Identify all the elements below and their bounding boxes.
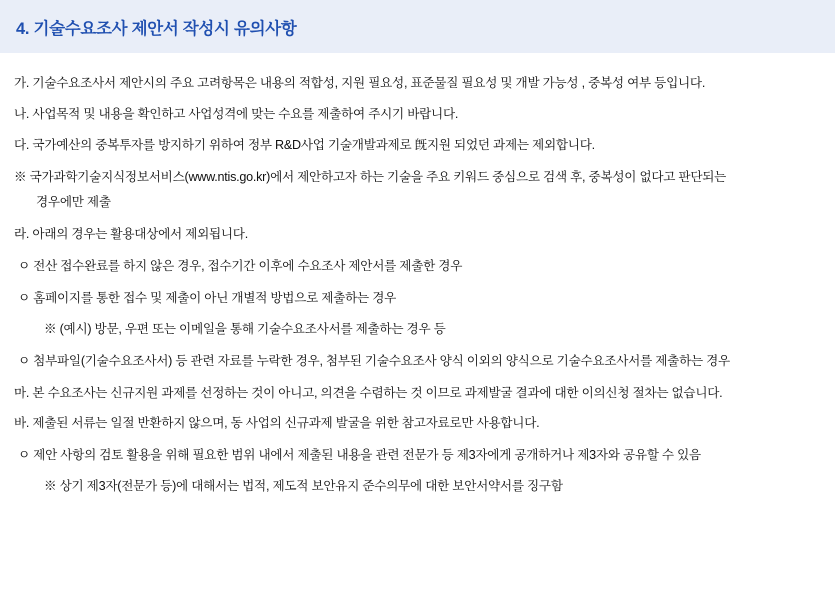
page-title: 4. 기술수요조사 제안서 작성시 유의사항 [16,19,297,38]
list-item-exclusion-2: ㅇ 홈페이지를 통한 접수 및 제출이 아닌 개별적 방법으로 제출하는 경우 [18,291,397,305]
paragraph-na: 나. 사업목적 및 내용을 확인하고 사업성격에 맞는 수요를 제출하여 주시기 바랍니다. [14,107,459,121]
paragraph-ba: 바. 제출된 서류는 일절 반환하지 않으며, 동 사업의 신규과제 발굴을 위한 참고자료로만 사용합니다. [14,416,540,430]
paragraph-da: 다. 국가예산의 중복투자를 방지하기 위하여 정부 R&D사업 기술개발과제로 旣지원 되었던 과제는 제외합니다. [14,138,595,152]
paragraph-ra: 라. 아래의 경우는 활용대상에서 제외됩니다. [14,227,248,241]
paragraph-ma: 마. 본 수요조사는 신규지원 과제를 선정하는 것이 아니고, 의견을 수렴하는 것 이므로 과제발굴 결과에 대한 이의신청 절차는 없습니다. [14,386,723,400]
list-item-third-party-share: ㅇ 제안 사항의 검토 활용을 위해 필요한 범위 내에서 제출된 내용을 관련 전문가 등 제3자에게 공개하거나 제3자와 공유할 수 있음 [18,448,701,462]
paragraph-ga: 가. 기술수요조사서 제안시의 주요 고려항목은 내용의 적합성, 지원 필요성, 표준물질 필요성 및 개발 가능성 , 중복성 여부 등입니다. [14,76,706,90]
note-third-party-security: ※ 상기 제3자(전문가 등)에 대해서는 법적, 제도적 보안유지 준수의무에 대한 보안서약서를 징구함 [44,479,563,493]
note-ntis-continued: 경우에만 제출 [36,195,111,209]
section-header-band [0,0,835,53]
list-item-exclusion-3: ㅇ 첨부파일(기술수요조사서) 등 관련 자료를 누락한 경우, 첨부된 기술수요조사 양식 이외의 양식으로 기술수요조사서를 제출하는 경우 [18,354,730,368]
list-item-exclusion-1: ㅇ 전산 접수완료를 하지 않은 경우, 접수기간 이후에 수요조사 제안서를 제출한 경우 [18,259,463,273]
note-example-submission: ※ (예시) 방문, 우편 또는 이메일을 통해 기술수요조사서를 제출하는 경우 등 [44,322,446,336]
document-body [0,53,835,495]
note-ntis: ※ 국가과학기술지식정보서비스(www.ntis.go.kr)에서 제안하고자 하는 기술을 주요 키워드 중심으로 검색 후, 중복성이 없다고 판단되는 [14,170,727,184]
